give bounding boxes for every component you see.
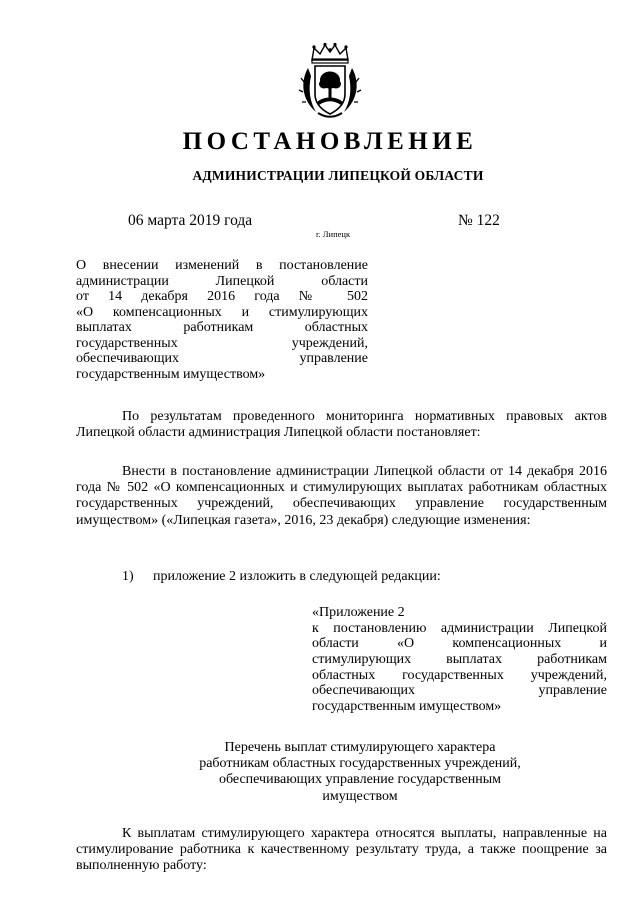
- amendment-item: [122, 569, 441, 585]
- appendix-line: «Приложение 2: [312, 605, 405, 620]
- preamble-paragraph: По результатам проведенного мониторинга нормативных правовых актов Липецкой области администрация Липецкой области постановляет:: [76, 409, 607, 441]
- document-date: 06 марта 2019 года: [128, 212, 253, 229]
- appendix-line: государственным имуществом»: [312, 699, 502, 715]
- appendix-line: областных государственных учреждений,: [312, 667, 607, 683]
- heading-line: имуществом: [322, 788, 398, 804]
- document-city: г. Липецк: [316, 229, 351, 239]
- coat-of-arms-icon: [298, 42, 362, 120]
- subject-line: администрации Липецкой области: [76, 273, 368, 289]
- appendix-line: к постановлению администрации Липецкой: [312, 620, 607, 636]
- document-subtitle: АДМИНИСТРАЦИИ ЛИПЕЦКОЙ ОБЛАСТИ: [192, 168, 484, 183]
- subject-line: государственных учреждений,: [76, 335, 368, 351]
- subject-line: от 14 декабря 2016 года № 502: [76, 289, 368, 304]
- item-text: приложение 2 изложить в следующей редакции:: [153, 569, 441, 584]
- appendix-line: области «О компенсационных и: [312, 636, 607, 652]
- document-title: ПОСТАНОВЛЕНИЕ: [182, 128, 478, 155]
- heading-line: работникам областных государственных учреждений,: [199, 756, 521, 772]
- heading-line: обеспечивающих управление государственным: [218, 772, 502, 788]
- subject-line: О внесении изменений в постановление: [76, 258, 368, 273]
- amendment-paragraph: Внести в постановление администрации Липецкой области от 14 декабря 2016 года № 502 «О компенсационных и стимулирующих выплатах работникам областных государственных учреждений, обеспечивающих управление государственным имуществом» («Липецкая газета», 2016, 23 декабря) следующие изменения:: [76, 464, 607, 528]
- subject-line: обеспечивающих управление: [76, 351, 368, 366]
- subject-line: «О компенсационных и стимулирующих: [76, 304, 368, 320]
- document-number: № 122: [458, 212, 500, 229]
- subject-line: выплатах работникам областных: [76, 320, 368, 335]
- item-number: 1): [122, 569, 134, 584]
- appendix-line: обеспечивающих управление: [312, 683, 607, 699]
- heading-line: Перечень выплат стимулирующего характера: [224, 740, 496, 755]
- document-subject: [76, 258, 368, 382]
- list-heading: [150, 740, 570, 805]
- subject-line: государственным имуществом»: [76, 366, 266, 382]
- appendix-line: стимулирующих выплатах работникам: [312, 652, 607, 668]
- stimulating-payments-paragraph: К выплатам стимулирующего характера относятся выплаты, направленные на стимулирование работника к качественному результату труда, а также поощрение за выполненную работу:: [76, 826, 607, 874]
- appendix-reference: [312, 605, 607, 715]
